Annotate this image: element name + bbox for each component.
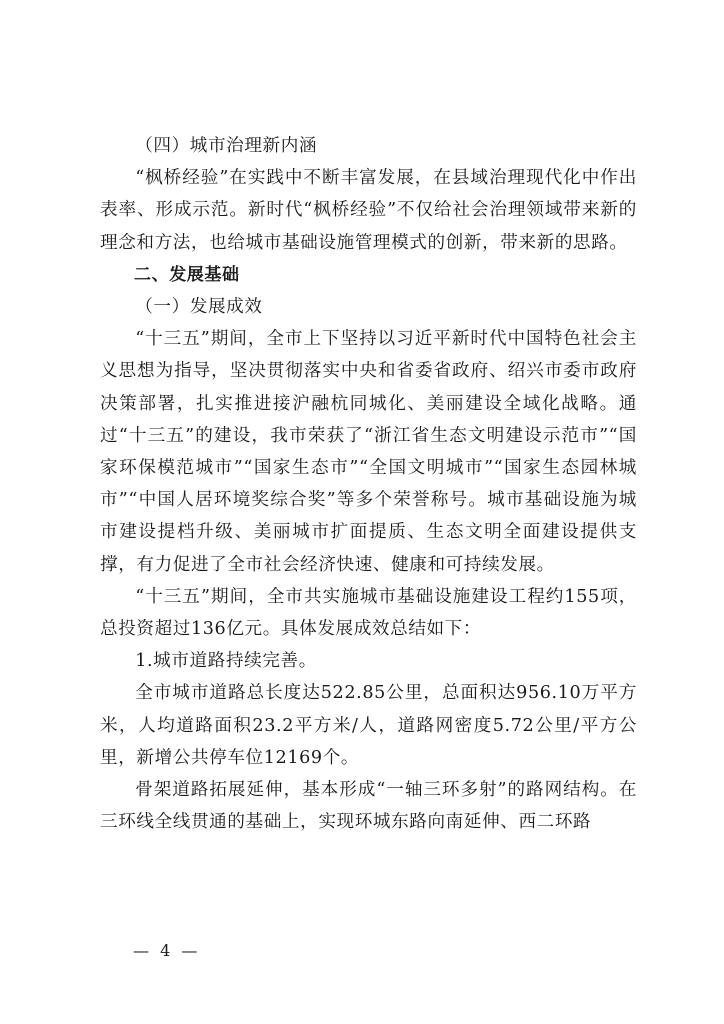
section-heading-development-basis: 二、发展基础 bbox=[134, 264, 240, 285]
document-body bbox=[100, 130, 637, 838]
paragraph-fengqiao-experience: “枫桥经验”在实践中不断丰富发展，在县域治理现代化中作出表率、形成示范。新时代“枫桥经验”不仅给社会治理领域带来新的理念和方法，也给城市基础设施管理模式的创新，带来新的思路。 bbox=[100, 168, 637, 253]
subheading-urban-governance: （四）城市治理新内涵 bbox=[135, 136, 318, 156]
paragraph-road-statistics: 全市城市道路总长度达522.85公里，总面积达956.10万平方米，人均道路面积23.2平方米/人，道路网密度5.72公里/平方公里，新增公共停车位12169个。 bbox=[100, 683, 637, 768]
item-heading-roads: 1.城市道路持续完善。 bbox=[135, 651, 317, 672]
paragraph-road-network: 骨架道路拓展延伸，基本形成“一轴三环多射”的路网结构。在三环线全线贯通的基础上，实现环城东路向南延伸、西二环路 bbox=[100, 780, 637, 833]
subheading-development-achievements: （一）发展成效 bbox=[135, 297, 263, 318]
page-number: — 4 — bbox=[133, 941, 201, 960]
paragraph-achievements: “十三五”期间，全市上下坚持以习近平新时代中国特色社会主义思想为指导，坚决贯彻落实中央和省委省政府、绍兴市委市政府决策部署，扎实推进接沪融杭同城化、美丽建设全域化战略。通过“十三五”的建设，我市荣获了“浙江省生态文明建设示范市”“国家环保模范城市”“国家生态市”“全国文明城市”“国家生态园林城市”“中国人居环境奖综合奖”等多个荣誉称号。城市基础设施为城市建设提档升级、美丽城市扩面提质、生态文明全面建设提供支撑，有力促进了全市社会经济快速、健康和可持续发展。 bbox=[100, 329, 637, 575]
paragraph-investment: “十三五”期间，全市共实施城市基础设施建设工程约155项，总投资超过136亿元。具体发展成效总结如下： bbox=[100, 586, 637, 640]
